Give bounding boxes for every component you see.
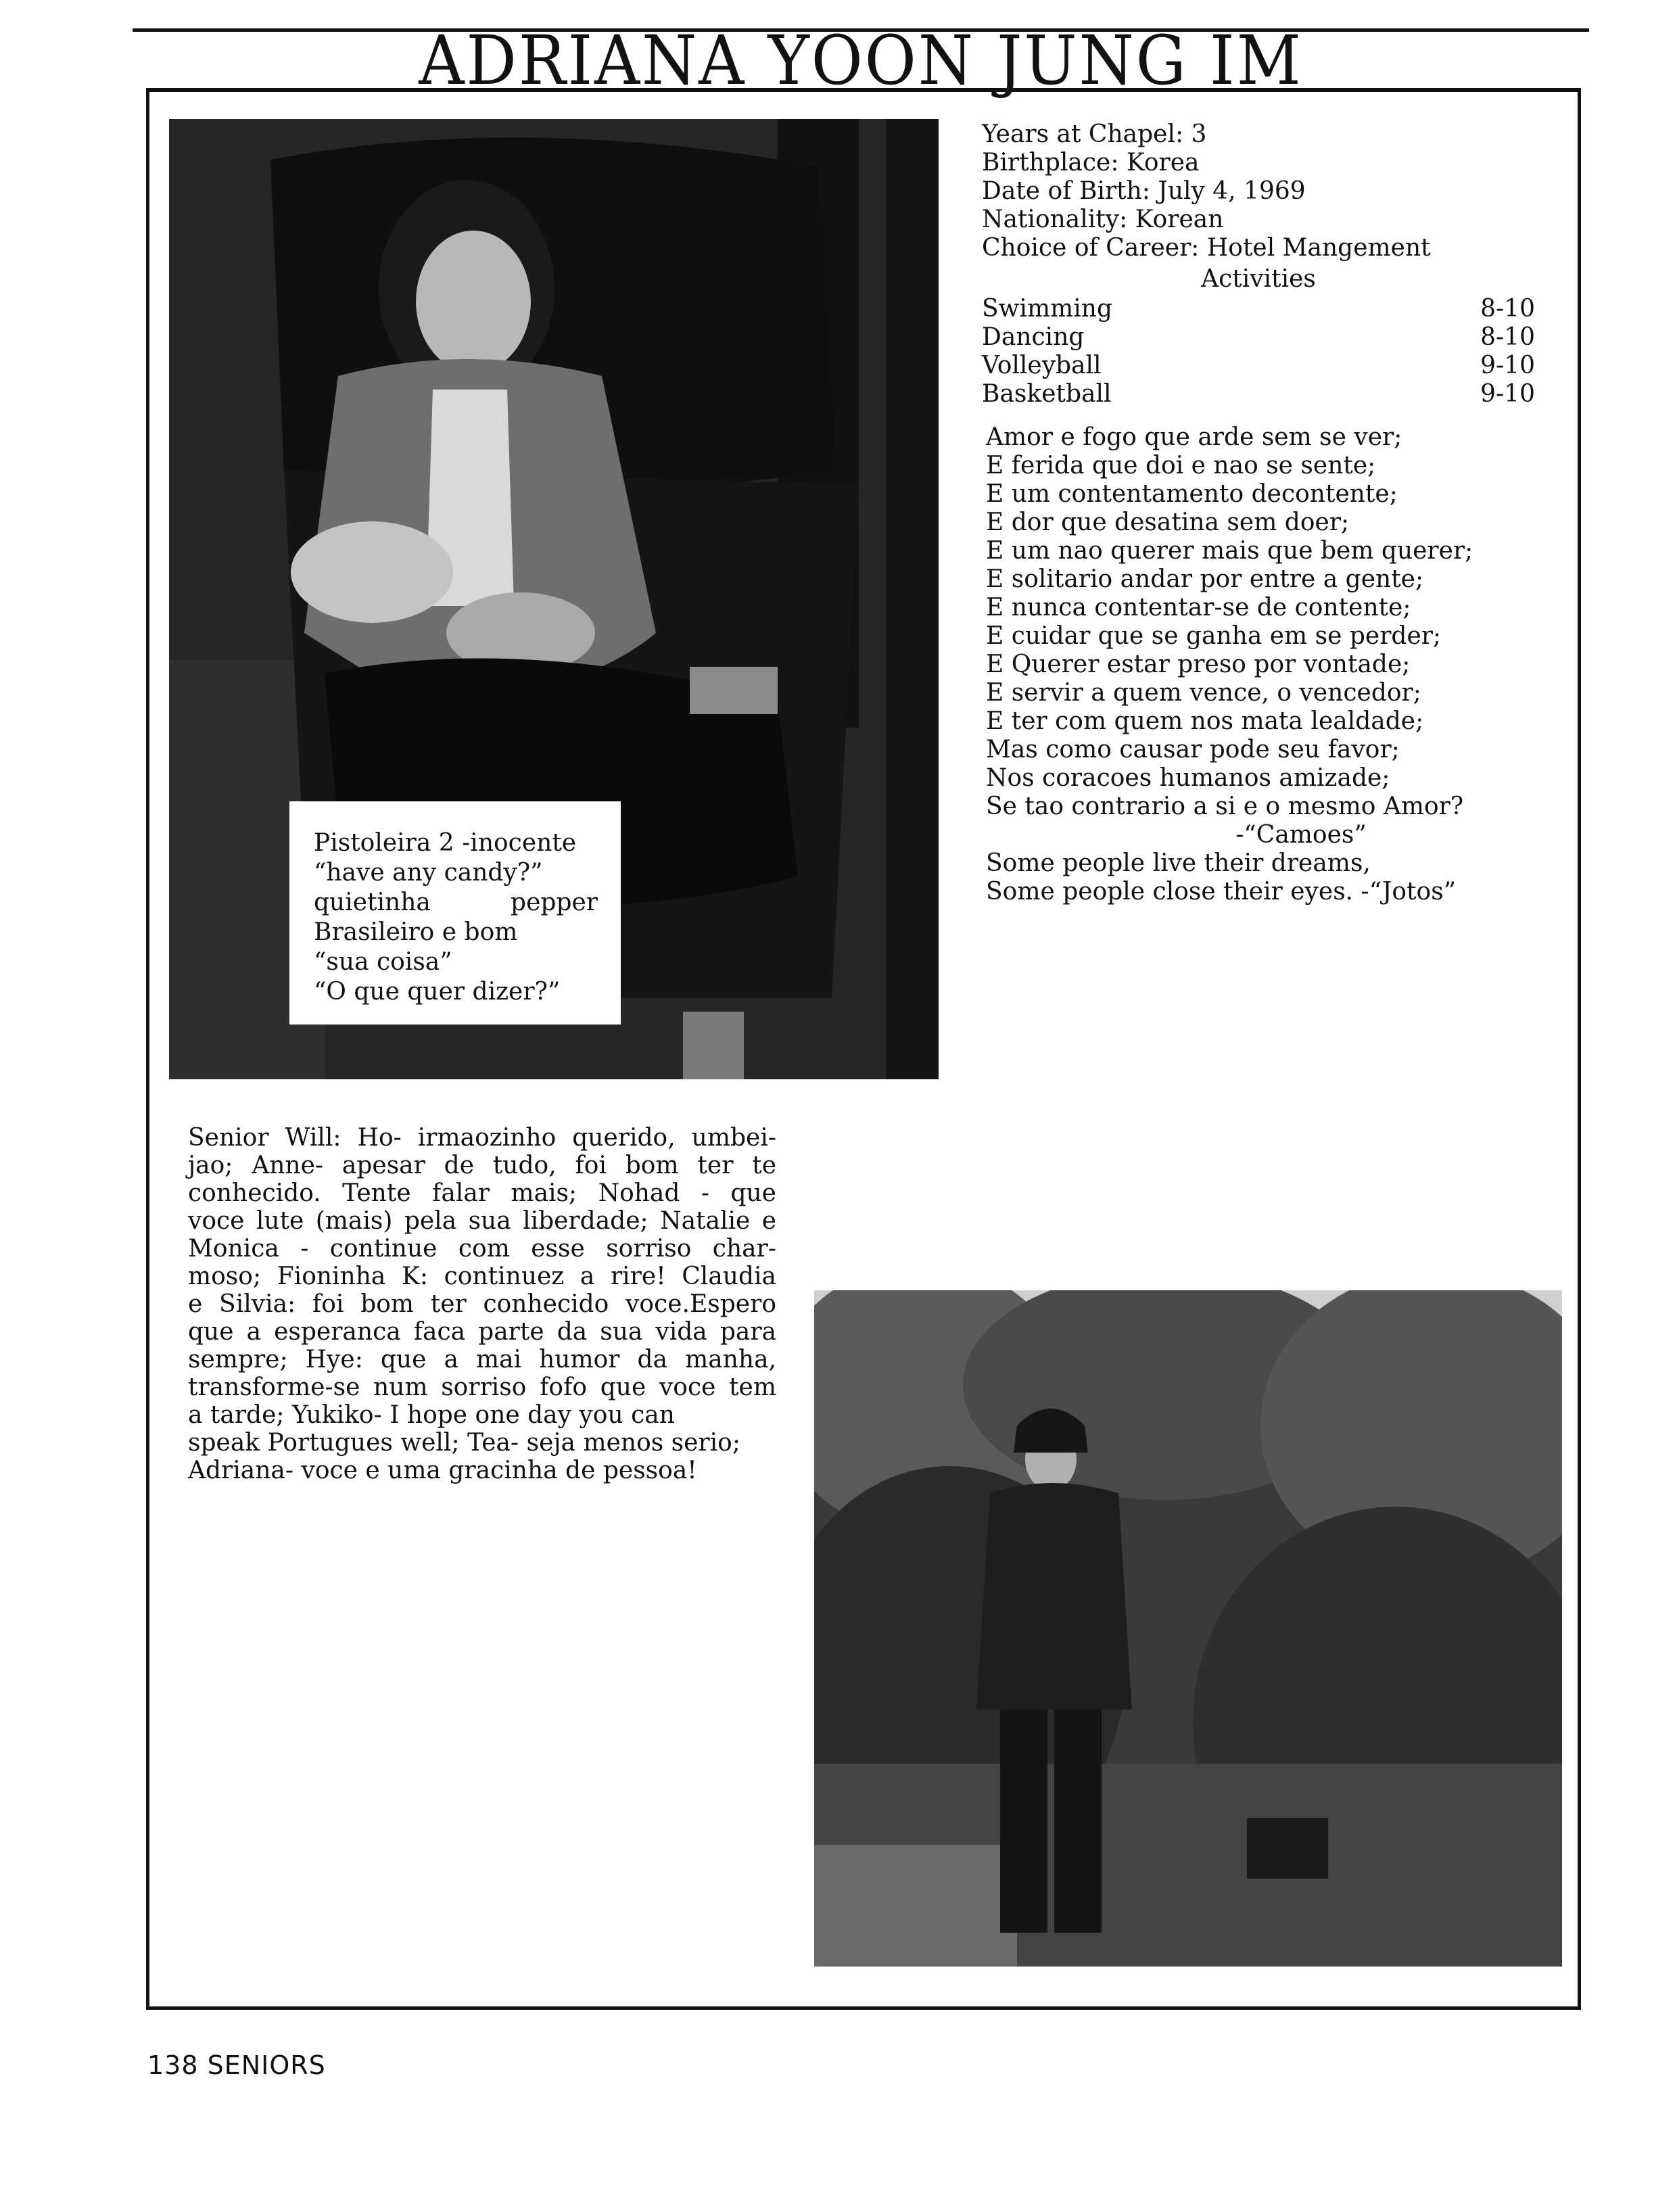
- will-line: transforme-se num sorriso fofo que voce tem: [188, 1373, 776, 1401]
- poem-line: E um nao querer mais que bem querer;: [986, 537, 1473, 565]
- poem-credit: -“Camoes”: [1235, 821, 1367, 849]
- photo-caption-box: [289, 801, 621, 1025]
- page-title: ADRIANA YOON JUNG IM: [419, 21, 1303, 100]
- activity-row: [982, 295, 1535, 323]
- portrait-photo-standing: [814, 1290, 1562, 1967]
- will-line: conhecido. Tente falar mais; Nohad - que: [188, 1179, 776, 1207]
- poem-line: E um contentamento decontente;: [986, 480, 1398, 508]
- will-line: Senior Will: Ho- irmaozinho querido, umbei-: [188, 1124, 776, 1152]
- poem-line: E cuidar que se ganha em se perder;: [986, 622, 1442, 650]
- poem: [982, 423, 1535, 906]
- years-at-chapel: Years at Chapel: 3: [982, 120, 1207, 148]
- nationality: Nationality: Korean: [982, 206, 1224, 233]
- poem-line: E solitario andar por entre a gente;: [986, 565, 1424, 593]
- caption-line: “have any candy?”: [314, 859, 543, 887]
- profile-info: [982, 120, 1535, 906]
- will-line: a tarde; Yukiko- I hope one day you can: [188, 1401, 675, 1429]
- activity-name: Dancing: [982, 323, 1085, 351]
- senior-will: [188, 1124, 776, 1484]
- date-of-birth: Date of Birth: July 4, 1969: [982, 177, 1306, 205]
- caption-line: Brasileiro e bom: [314, 918, 518, 946]
- poem-line: Mas como causar pode seu favor;: [986, 736, 1400, 763]
- caption-word: quietinha: [314, 889, 431, 916]
- activity-name: Swimming: [982, 295, 1113, 323]
- will-line: e Silvia: foi bom ter conhecido voce.Espero: [188, 1290, 776, 1318]
- choice-of-career: Choice of Career: Hotel Mangement: [982, 234, 1431, 262]
- poem-line: E servir a quem vence, o vencedor;: [986, 679, 1421, 707]
- quote-line: Some people close their eyes. -“Jotos”: [986, 878, 1457, 905]
- activity-name: Basketball: [982, 380, 1112, 408]
- caption-line: [314, 888, 598, 918]
- will-line: moso; Fioninha K: continuez a rire! Claudia: [188, 1263, 776, 1290]
- will-line: jao; Anne- apesar de tudo, foi bom ter te: [188, 1152, 776, 1179]
- activity-row: [982, 380, 1535, 408]
- birthplace: Birthplace: Korea: [982, 149, 1200, 177]
- activities-heading: Activities: [1201, 265, 1316, 293]
- will-line: Adriana- voce e uma gracinha de pessoa!: [188, 1457, 697, 1484]
- activity-row: [982, 323, 1535, 352]
- caption-line: “sua coisa”: [314, 948, 452, 976]
- poem-line: E dor que desatina sem doer;: [986, 509, 1350, 536]
- will-line: voce lute (mais) pela sua liberdade; Natalie e: [188, 1207, 776, 1235]
- poem-line: Amor e fogo que arde sem se ver;: [986, 423, 1402, 451]
- will-line: que a esperanca faca parte da sua vida para: [188, 1318, 776, 1346]
- will-line: Monica - continue com esse sorriso char-: [188, 1235, 776, 1263]
- page-footer: 138 SENIORS: [147, 2050, 326, 2080]
- poem-line: E ter com quem nos mata lealdade;: [986, 707, 1424, 735]
- activity-row: [982, 352, 1535, 380]
- caption-line: “O que quer dizer?”: [314, 978, 561, 1006]
- activity-years: 8-10: [1480, 295, 1535, 323]
- will-line: speak Portugues well; Tea- seja menos serio;: [188, 1429, 740, 1457]
- activity-name: Volleyball: [982, 352, 1102, 379]
- poem-line: E Querer estar preso por vontade;: [986, 651, 1411, 678]
- activity-years: 8-10: [1480, 323, 1535, 351]
- activity-years: 9-10: [1480, 352, 1535, 379]
- poem-line: E ferida que doi e nao se sente;: [986, 452, 1376, 479]
- activity-years: 9-10: [1480, 380, 1535, 408]
- poem-line: E nunca contentar-se de contente;: [986, 594, 1411, 621]
- poem-line: Se tao contrario a si e o mesmo Amor?: [986, 793, 1464, 820]
- caption-line: Pistoleira 2 -inocente: [314, 829, 577, 857]
- poem-line: Nos coracoes humanos amizade;: [986, 764, 1390, 792]
- quote-line: Some people live their dreams,: [986, 849, 1371, 877]
- will-line: sempre; Hye: que a mai humor da manha,: [188, 1346, 776, 1373]
- caption-word: pepper: [511, 889, 598, 916]
